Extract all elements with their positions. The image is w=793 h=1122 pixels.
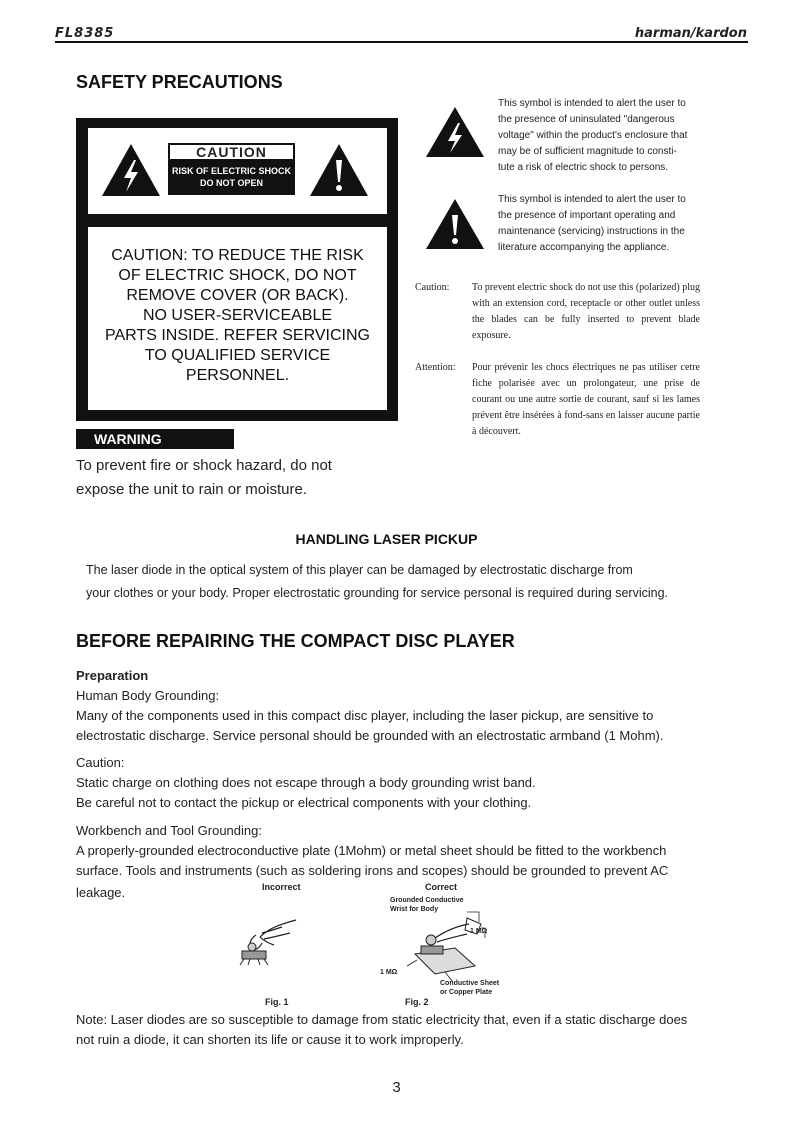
exclamation-symbol-icon	[424, 197, 486, 251]
symbol-line: literature accompanying the appliance.	[498, 242, 670, 253]
caution-label: CAUTION	[168, 143, 295, 161]
human-body-grounding-title: Human Body Grounding:	[76, 688, 220, 703]
laser-text	[86, 559, 668, 605]
symbol-line: the presence of uninsulated "dangerous	[498, 114, 675, 125]
workbench-text	[76, 841, 668, 903]
text-line: A properly-grounded electroconductive plate (1Mohm) or metal sheet should be fitted to the workbench	[76, 843, 667, 858]
warning-text	[76, 454, 376, 502]
fig2-caption: Fig. 2	[405, 997, 429, 1007]
model-number: FL8385	[55, 26, 115, 41]
note-text	[76, 1010, 687, 1050]
caution-line: CAUTION: TO REDUCE THE RISK	[111, 247, 364, 264]
caution-note-text: To prevent electric shock do not use this (polarized) plug with an extension cord, receptacle or other outlet unless the blades can be fully inserted to prevent blade exposure.	[472, 282, 700, 341]
caution-line: REMOVE COVER (OR BACK).	[126, 287, 349, 304]
caution-line: TO QUALIFIED SERVICE	[144, 347, 331, 364]
resistor-label-1: 1 MΩ	[470, 928, 488, 935]
text-line: not ruin a diode, it can shorten its life or cause it to work improperly.	[76, 1032, 464, 1047]
human-body-grounding-text	[76, 706, 663, 746]
fig-correct-label: Correct	[425, 882, 458, 892]
symbol-line: maintenance (servicing) instructions in the	[498, 226, 685, 237]
caution-text	[88, 246, 387, 386]
wrist-strap-line: Wrist for Body	[390, 906, 439, 913]
text-line: Many of the components used in this compact disc player, including the laser pickup, are sensitive to	[76, 708, 654, 723]
preparation-title: Preparation	[76, 668, 149, 683]
attention-text: Pour prévenir les chocs électriques ne pas utiliser cetre fiche polarisée avec un prolongateur, une prise de courant ou une autre sortie de courant, sauf si les lames prévent être insérées à fond-sans en laisser aucune partie à découvert.	[472, 362, 700, 437]
conductive-sheet-line: Conductive Sheet	[440, 980, 500, 987]
caution-line: PARTS INSIDE. REFER SERVICING	[105, 327, 370, 344]
exclamation-warning-icon	[308, 142, 370, 198]
wrist-strap-line: Grounded Conductive	[390, 897, 464, 904]
safety-title: SAFETY PRECAUTIONS	[76, 72, 283, 92]
caution-line: OF ELECTRIC SHOCK, DO NOT	[118, 267, 357, 284]
laser-line: your clothes or your body. Proper electrostatic grounding for service personal is required during servicing.	[86, 586, 669, 600]
repair-caution-title: Caution:	[76, 755, 125, 770]
resistor-label-2: 1 MΩ	[380, 969, 398, 976]
caution-line: NO USER-SERVICEABLE	[142, 307, 333, 324]
fig1-caption: Fig. 1	[265, 997, 289, 1007]
text-line: Note: Laser diodes are so susceptible to damage from static electricity that, even if a static discharge does	[76, 1012, 688, 1027]
text-line: surface. Tools and instruments (such as soldering irons and scopes) should be grounded to prevent AC	[76, 863, 669, 878]
symbol-line: may be of sufficient magnitude to consti-	[498, 146, 677, 157]
conductive-sheet-line: or Copper Plate	[440, 989, 493, 996]
lightning-symbol-text	[498, 96, 703, 176]
fig2-correct-illustration	[395, 908, 505, 986]
symbol-line: This symbol is intended to alert the user to	[498, 194, 686, 205]
symbol-line: This symbol is intended to alert the user to	[498, 98, 686, 109]
lightning-warning-icon	[100, 142, 162, 198]
attention-label: Attention:	[415, 362, 456, 373]
text-line: leakage.	[76, 885, 126, 900]
exclamation-symbol-text	[498, 192, 703, 256]
page-number: 3	[392, 1079, 401, 1096]
symbol-line: the presence of important operating and	[498, 210, 676, 221]
caution-line: PERSONNEL.	[185, 367, 290, 384]
warning-label: WARNING	[76, 429, 234, 449]
text-line: Static charge on clothing does not escape through a body grounding wrist band.	[76, 775, 536, 790]
caution-sub-line: RISK OF ELECTRIC SHOCK	[171, 166, 291, 176]
caution-sub-line: DO NOT OPEN	[199, 178, 263, 188]
warning-line: To prevent fire or shock hazard, do not	[76, 457, 332, 474]
laser-title: HANDLING LASER PICKUP	[295, 531, 478, 547]
symbol-line: voltage" within the product's enclosure that	[498, 130, 688, 141]
lightning-symbol-icon	[424, 105, 486, 159]
conductive-sheet-label	[440, 979, 499, 997]
repair-title: BEFORE REPAIRING THE COMPACT DISC PLAYER	[76, 631, 515, 651]
fig-incorrect-label: Incorrect	[262, 882, 301, 892]
repair-caution-text	[76, 773, 536, 813]
workbench-title: Workbench and Tool Grounding:	[76, 823, 262, 838]
header-rule	[55, 41, 748, 43]
text-line: Be careful not to contact the pickup or electrical components with your clothing.	[76, 795, 532, 810]
warning-line: expose the unit to rain or moisture.	[76, 481, 307, 498]
brand-logo: harman/kardon	[634, 26, 747, 41]
laser-line: The laser diode in the optical system of this player can be damaged by electrostatic discharge from	[86, 563, 633, 577]
fig1-incorrect-illustration	[230, 915, 310, 975]
caution-note-label: Caution:	[415, 282, 450, 293]
symbol-line: tute a risk of electric shock to persons.	[498, 162, 669, 173]
caution-sub-label	[168, 161, 295, 195]
text-line: electrostatic discharge. Service personal should be grounded with an electrostatic armband (1 Mohm).	[76, 728, 664, 743]
